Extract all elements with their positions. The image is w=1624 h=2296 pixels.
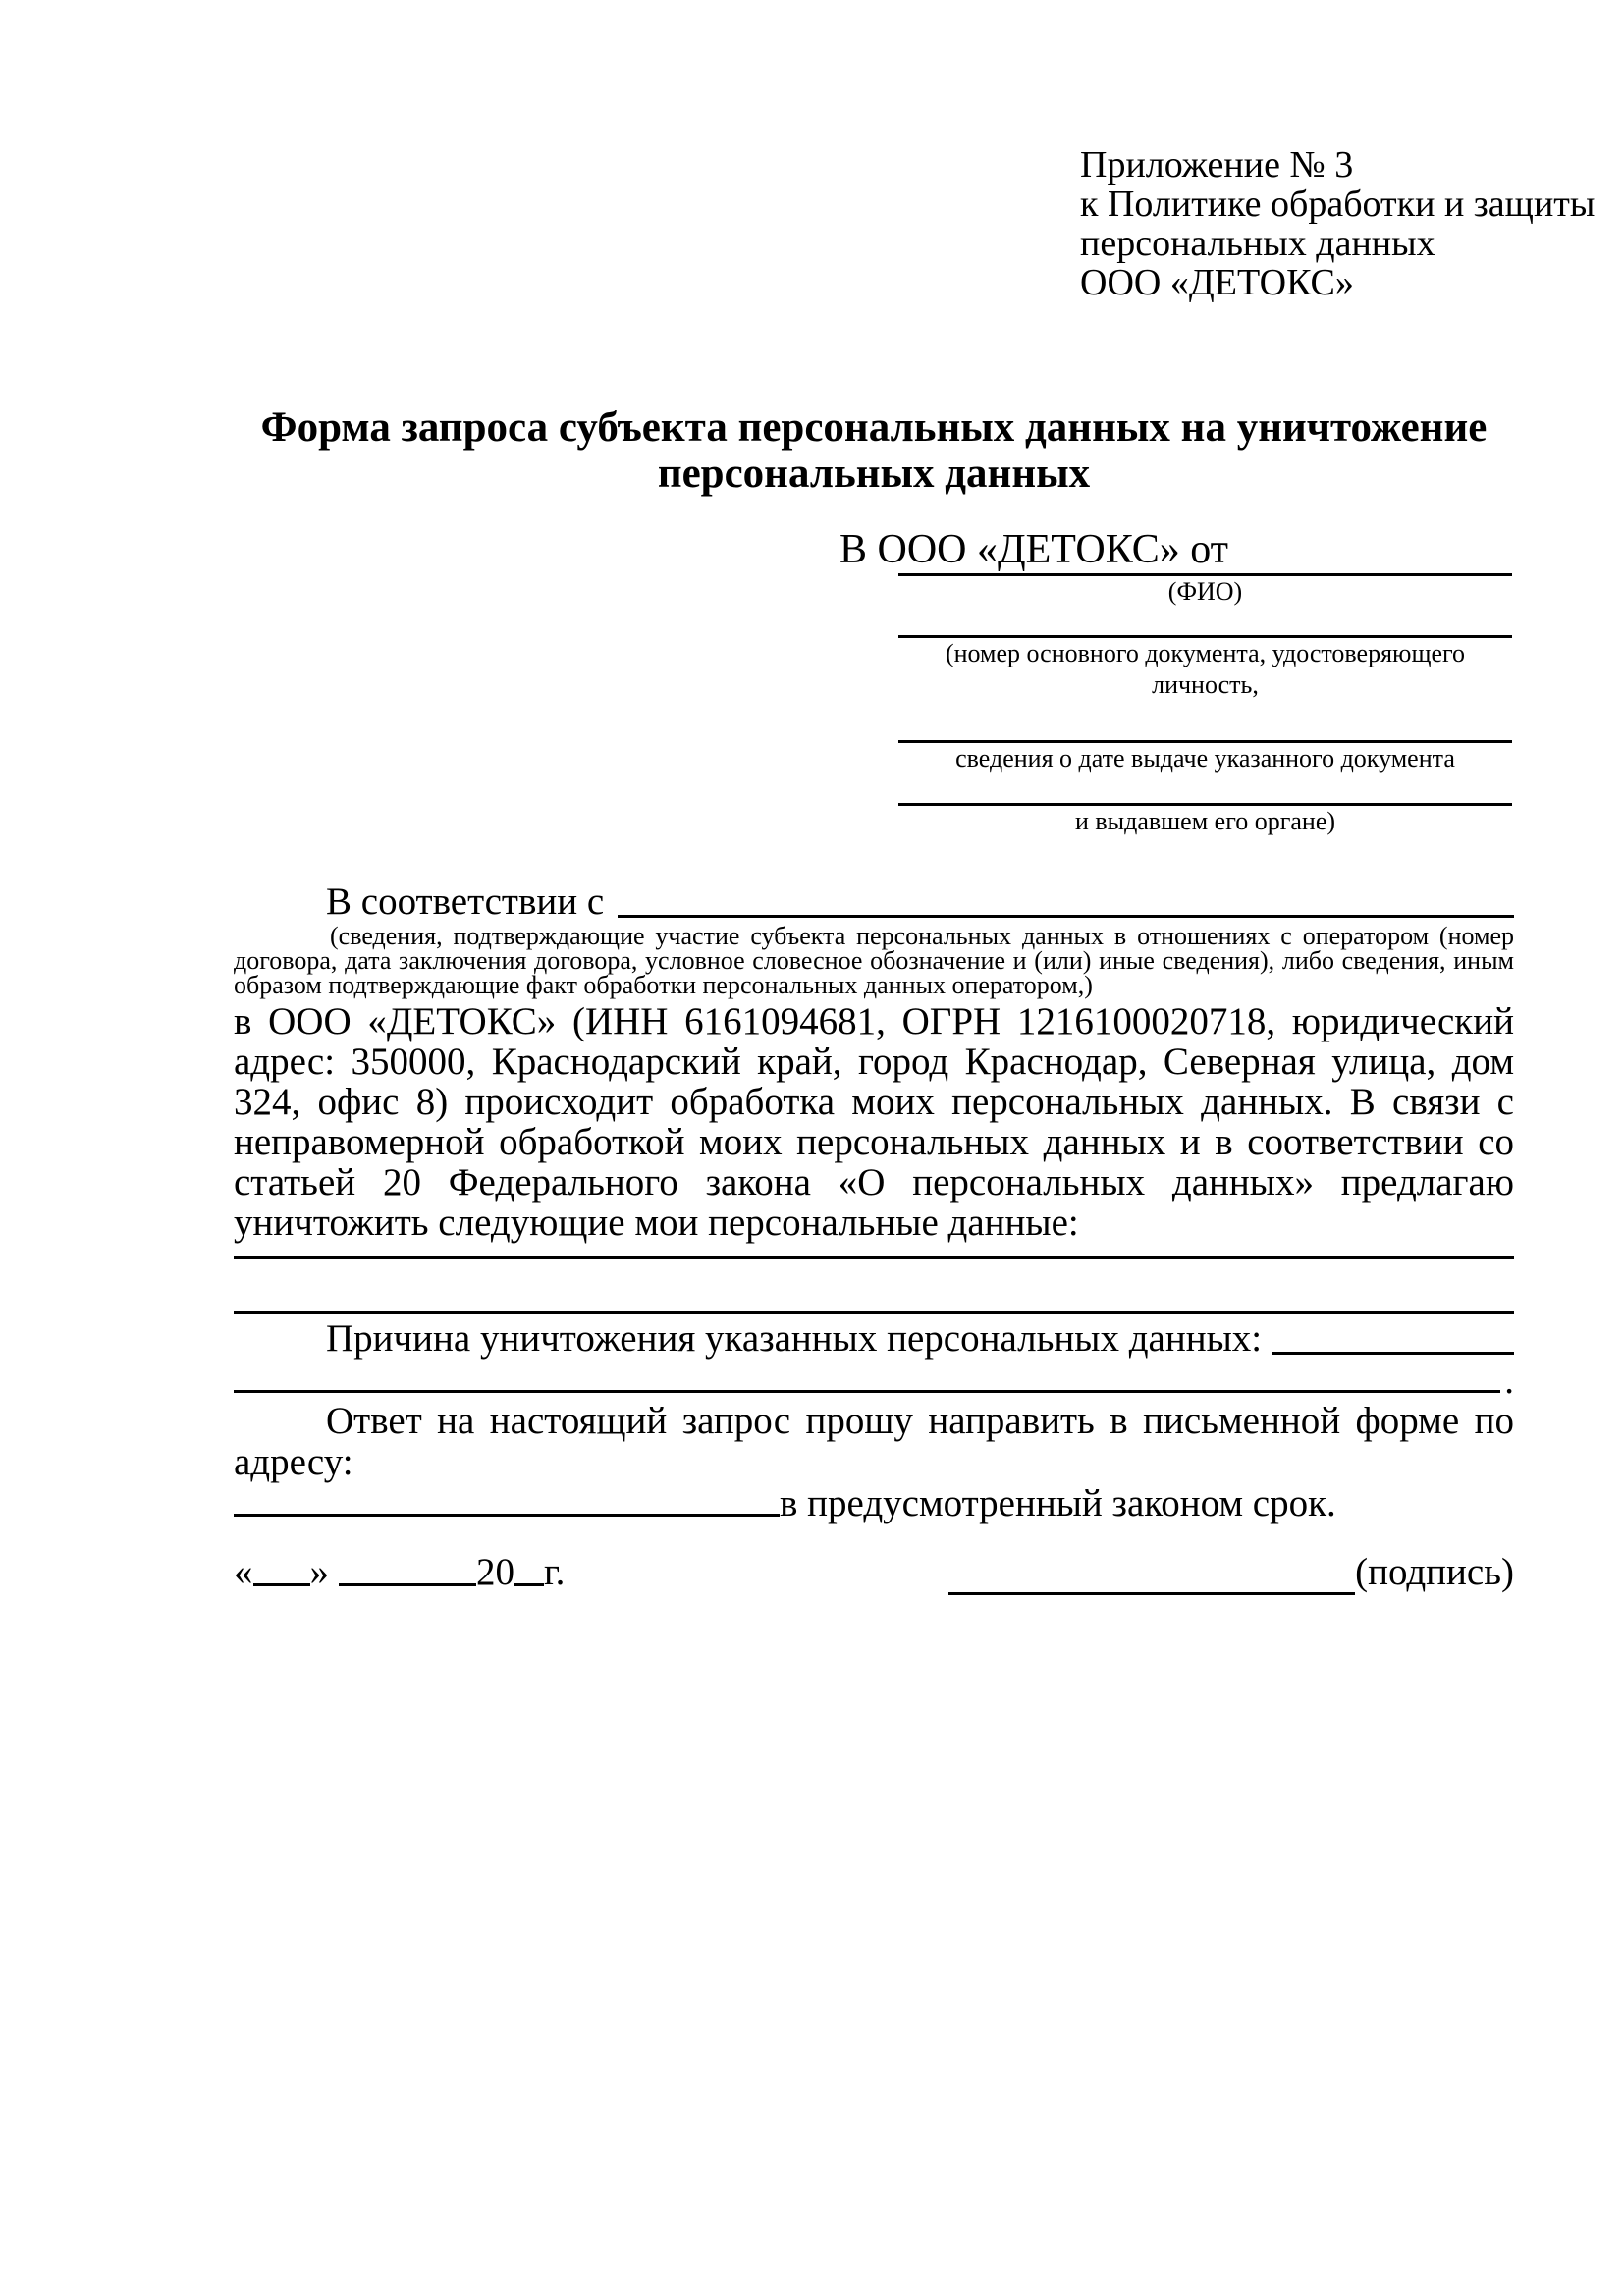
address-blank-line	[234, 1514, 780, 1517]
identity-fields-block	[898, 573, 1512, 837]
fio-field-caption: (ФИО)	[1167, 577, 1243, 606]
accordance-note: (сведения, подтверждающие участие субъекта персональных данных в отношениях с оператором (номер договора, дата заключения договора, условное словесное обозначение и (или) иные сведения), либо сведения, иным образом подтверждающие факт обработки персональных данных оператором,)	[234, 922, 1514, 999]
appendix-line: персональных данных	[1080, 223, 1435, 264]
appendix-line: ООО «ДЕТОКС»	[1080, 262, 1354, 303]
signature-caption: (подпись)	[1355, 1551, 1514, 1593]
reply-term-text: в предусмотренный законом срок.	[780, 1482, 1336, 1524]
line-period: .	[1504, 1360, 1514, 1402]
date-field	[234, 1552, 565, 1593]
data-blank-line-2	[234, 1311, 1514, 1314]
signature-field	[948, 1552, 1514, 1593]
document-title: Форма запроса субъекта персональных данных на уничтожение персональных данных	[260, 404, 1488, 497]
appendix-line: к Политике обработки и защиты	[1080, 184, 1596, 225]
data-blank-line-1	[234, 1256, 1514, 1259]
date-signature-row	[234, 1552, 1514, 1593]
reply-address-line-1: Ответ на настоящий запрос прошу направить в письменной форме по адресу:	[234, 1400, 1514, 1483]
reason-row	[234, 1316, 1514, 1362]
signature-blank	[948, 1592, 1355, 1595]
date-open-quote: «	[234, 1551, 253, 1593]
issue-date-field-caption: сведения о дате выдаче указанного документа	[955, 744, 1455, 773]
year-blank	[514, 1583, 544, 1586]
date-close-quote: »	[309, 1551, 329, 1593]
accordance-blank-line	[618, 881, 1514, 918]
accordance-label: В соответствии с	[326, 881, 605, 923]
accordance-row	[234, 881, 1514, 924]
addressee-line: В ООО «ДЕТОКС» от	[839, 527, 1229, 572]
month-blank	[339, 1583, 476, 1586]
day-blank	[253, 1583, 310, 1586]
date-century: 20	[476, 1551, 514, 1593]
blank-line	[234, 1390, 1500, 1393]
date-era: г.	[544, 1551, 566, 1593]
reply-address-line-2	[234, 1483, 1514, 1524]
appendix-line: Приложение № 3	[1080, 144, 1354, 186]
appendix-block	[1080, 144, 1596, 303]
reason-label: Причина уничтожения указанных персональных данных:	[326, 1317, 1263, 1360]
body-paragraph: в ООО «ДЕТОКС» (ИНН 6161094681, ОГРН 1216100020718, юридический адрес: 350000, Краснодарский край, город Краснодар, Северная улица, дом 324, офис 8) происходит обработка моих персональных данных. В связи с неправомерной обработкой моих персональных данных и в соответствии со статьей 20 Федерального закона «О персональных данных» предлагаю уничтожить следующие мои персональные данные:	[234, 1000, 1514, 1244]
reason-blank-line-2	[234, 1362, 1514, 1401]
reason-blank-line	[1272, 1316, 1514, 1355]
issuer-field-caption: и выдавшем его органе)	[1074, 807, 1336, 835]
document-number-field-caption: (номер основного документа, удостоверяющего личность,	[945, 639, 1466, 699]
